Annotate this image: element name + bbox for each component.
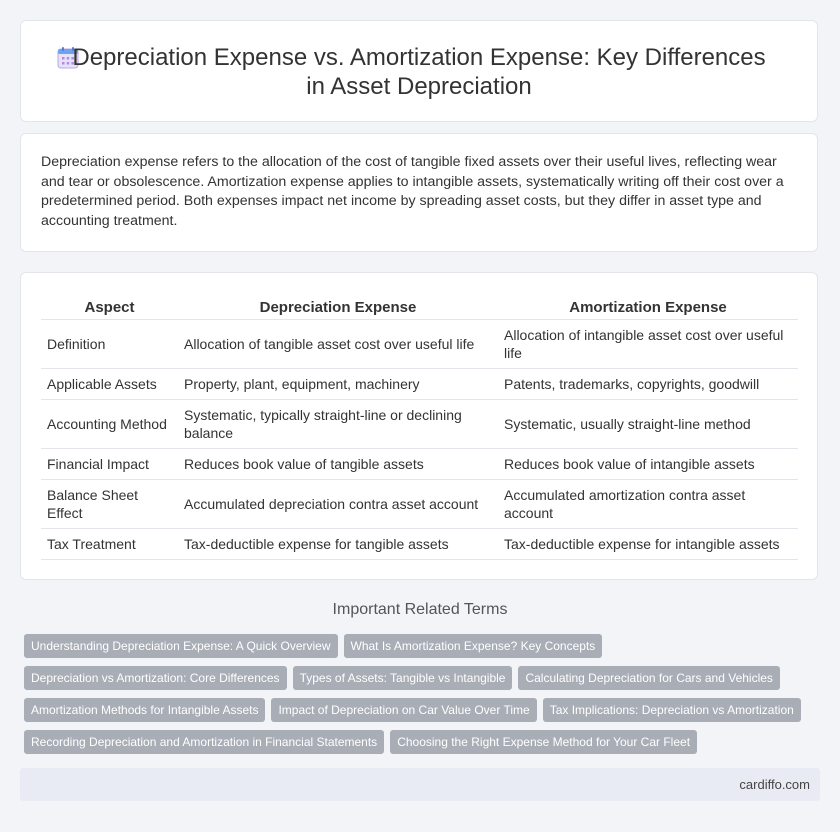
related-term-chip[interactable]: Depreciation vs Amortization: Core Differences bbox=[24, 666, 287, 690]
related-term-chip[interactable]: Types of Assets: Tangible vs Intangible bbox=[293, 666, 513, 690]
comparison-card bbox=[20, 272, 818, 580]
table-row bbox=[41, 529, 798, 560]
related-term-chip[interactable]: Recording Depreciation and Amortization in Financial Statements bbox=[24, 730, 384, 754]
related-term-chip[interactable]: Understanding Depreciation Expense: A Quick Overview bbox=[24, 634, 338, 658]
comparison-table bbox=[41, 295, 798, 560]
table-cell: Financial Impact bbox=[41, 449, 178, 480]
table-cell: Reduces book value of tangible assets bbox=[178, 449, 498, 480]
table-cell: Tax-deductible expense for tangible assets bbox=[178, 529, 498, 560]
table-cell: Tax-deductible expense for intangible assets bbox=[498, 529, 798, 560]
related-terms-list bbox=[24, 634, 824, 762]
table-cell: Reduces book value of intangible assets bbox=[498, 449, 798, 480]
table-row bbox=[41, 369, 798, 400]
related-term-chip[interactable]: Tax Implications: Depreciation vs Amortization bbox=[543, 698, 801, 722]
related-term-chip[interactable]: Choosing the Right Expense Method for Your Car Fleet bbox=[390, 730, 697, 754]
header-amortization: Amortization Expense bbox=[498, 295, 798, 320]
header-aspect: Aspect bbox=[41, 295, 178, 320]
table-cell: Property, plant, equipment, machinery bbox=[178, 369, 498, 400]
table-row bbox=[41, 320, 798, 369]
table-row bbox=[41, 449, 798, 480]
table-cell: Allocation of intangible asset cost over useful life bbox=[498, 320, 798, 369]
intro-paragraph: Depreciation expense refers to the allocation of the cost of tangible fixed assets over their useful lives, reflecting wear and tear or obsolescence. Amortization expense applies to intangible assets, systematically writing off their cost over a predetermined period. Both expenses impact net income by spreading asset costs, but they differ in asset type and accounting treatment. bbox=[41, 154, 784, 229]
table-cell: Systematic, typically straight-line or declining balance bbox=[178, 400, 498, 449]
table-cell: Applicable Assets bbox=[41, 369, 178, 400]
intro-card bbox=[20, 133, 818, 252]
related-term-chip[interactable]: Calculating Depreciation for Cars and Vehicles bbox=[518, 666, 779, 690]
footer-site-link[interactable]: cardiffo.com bbox=[739, 777, 810, 792]
footer bbox=[20, 768, 820, 801]
related-terms-title: Important Related Terms bbox=[332, 601, 508, 618]
related-term-chip[interactable]: Amortization Methods for Intangible Assets bbox=[24, 698, 265, 722]
header-card bbox=[20, 20, 818, 122]
table-cell: Tax Treatment bbox=[41, 529, 178, 560]
related-term-chip[interactable]: Impact of Depreciation on Car Value Over Time bbox=[271, 698, 536, 722]
table-cell: Accumulated amortization contra asset account bbox=[498, 480, 798, 529]
table-cell: Accumulated depreciation contra asset account bbox=[178, 480, 498, 529]
table-cell: Definition bbox=[41, 320, 178, 369]
table-row bbox=[41, 480, 798, 529]
table-header-row bbox=[41, 295, 798, 320]
related-term-chip[interactable]: What Is Amortization Expense? Key Concepts bbox=[344, 634, 603, 658]
table-cell: Allocation of tangible asset cost over useful life bbox=[178, 320, 498, 369]
table-cell: Patents, trademarks, copyrights, goodwill bbox=[498, 369, 798, 400]
page-title: Depreciation Expense vs. Amortization Expense: Key Differences in Asset Depreciation bbox=[72, 44, 766, 100]
table-cell: Accounting Method bbox=[41, 400, 178, 449]
table-row bbox=[41, 400, 798, 449]
table-cell: Balance Sheet Effect bbox=[41, 480, 178, 529]
header-depreciation: Depreciation Expense bbox=[178, 295, 498, 320]
table-cell: Systematic, usually straight-line method bbox=[498, 400, 798, 449]
